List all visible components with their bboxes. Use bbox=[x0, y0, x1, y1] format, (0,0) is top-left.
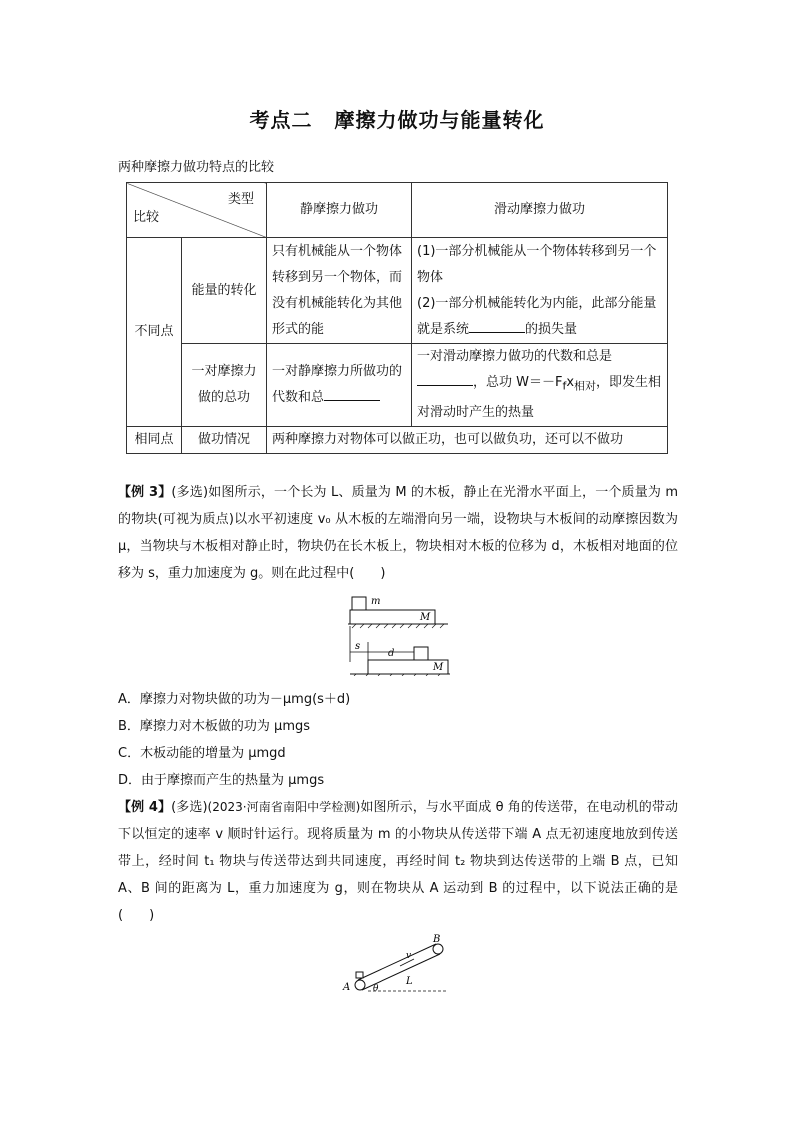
energy-sliding-cell bbox=[412, 238, 668, 344]
answer-blank[interactable] bbox=[417, 371, 473, 386]
answer-blank[interactable] bbox=[324, 386, 380, 401]
label-v: v bbox=[406, 951, 412, 961]
work-sliding-text2c: ，即发生相对滑动时产生的热量 bbox=[417, 375, 662, 420]
group-diff: 不同点 bbox=[127, 238, 182, 427]
example-4-tag: 【例 4】 bbox=[118, 800, 172, 815]
example-4-kind: (多选) bbox=[171, 800, 208, 815]
label-M-bottom: M bbox=[433, 662, 444, 673]
option-a[interactable]: A．摩擦力对物块做的功为－μmg(s＋d) bbox=[118, 692, 351, 707]
title-part2: 摩擦力做功与能量转化 bbox=[334, 108, 545, 132]
row-energy-label: 能量的转化 bbox=[182, 238, 267, 344]
comparison-table bbox=[126, 182, 668, 454]
example-4-source: (2023·河南省南阳中学检测) bbox=[207, 800, 361, 814]
option-b[interactable]: B．摩擦力对木板做的功为 μmgs bbox=[118, 719, 311, 734]
example-4-text: 如图所示，与水平面成 θ 角的传送带，在电动机的带动下以恒定的速率 v 顺时针运行。现将质量为 m 的小物块从传送带下端 A 点无初速度地放到传送带上，经时间 t₁ 物块与传送带达到共同速度，再经时间 t₂ 物块到达传送带的上端 B 点，已知 A、B 间的距离为 L，重力加速度为 g，则在物块从 A 运动到 B 的过程中，以下说法正确的是( ) bbox=[118, 800, 679, 923]
energy-sliding-line2 bbox=[417, 291, 662, 343]
work-static-cell bbox=[267, 344, 412, 427]
group-same: 相同点 bbox=[127, 426, 182, 453]
label-theta: θ bbox=[373, 984, 379, 994]
answer-blank[interactable] bbox=[469, 318, 525, 333]
conveyor-figure bbox=[340, 932, 450, 997]
corner-bottom-label: 比较 bbox=[133, 210, 160, 225]
energy-static-cell: 只有机械能从一个物体转移到另一个物体，而没有机械能转化为其他形式的能 bbox=[267, 238, 412, 344]
label-L: L bbox=[406, 976, 413, 987]
row-work-label: 一对摩擦力做的总功 bbox=[182, 344, 267, 427]
energy-sliding-2a: (2)一部分机械能转化为内能，此部分能量就是系统 bbox=[417, 295, 657, 337]
example-3-text: 如图所示，一个长为 L、质量为 M 的木板，静止在光滑水平面上，一个质量为 m 的物块(可视为质点)以水平初速度 v₀ 从木板的左端滑向另一端，设物块与木板间的动摩擦因数为 μ，当物块与木板相对静止时，物块仍在长木板上，物块相对木板的位移为 d，木板相对地面的位移为 s，重力加速度为 g。则在此过程中( ) bbox=[118, 485, 678, 581]
case-text-cell: 两种摩擦力对物体可以做正功，也可以做负功，还可以不做功 bbox=[267, 426, 668, 453]
energy-sliding-line1: (1)一部分机械能从一个物体转移到另一个物体 bbox=[417, 243, 657, 285]
option-d[interactable]: D．由于摩擦而产生的热量为 μmgs bbox=[118, 773, 325, 788]
label-A: A bbox=[343, 982, 351, 993]
row-case-label: 做功情况 bbox=[182, 426, 267, 453]
board-block-figure bbox=[338, 590, 458, 676]
page-title bbox=[0, 104, 794, 133]
option-c[interactable]: C．木板动能的增量为 μmgd bbox=[118, 746, 286, 761]
example-4 bbox=[118, 794, 678, 929]
corner-top-label: 类型 bbox=[227, 192, 254, 207]
work-sliding-cell bbox=[412, 344, 668, 427]
work-sliding-sub2: 相对 bbox=[574, 379, 597, 393]
work-sliding-text1: 一对滑动摩擦力做功的代数和总是 bbox=[417, 349, 613, 364]
work-sliding-text2a: ，总功 W＝－F bbox=[473, 375, 563, 390]
label-d: d bbox=[388, 648, 395, 659]
work-static-text: 一对静摩擦力所做功的代数和总 bbox=[272, 363, 403, 405]
energy-sliding-2b: 的损失量 bbox=[525, 321, 578, 337]
label-s: s bbox=[355, 641, 361, 652]
label-M-top: M bbox=[420, 612, 431, 623]
table-caption: 两种摩擦力做功特点的比较 bbox=[118, 160, 275, 175]
work-sliding-text2b: x bbox=[566, 375, 575, 390]
example-3 bbox=[118, 479, 678, 587]
example-3-tag: 【例 3】 bbox=[118, 485, 172, 500]
example-3-kind: (多选) bbox=[171, 485, 209, 500]
work-sliding-sub: f bbox=[562, 379, 567, 393]
title-part1: 考点二 bbox=[249, 108, 313, 132]
header-sliding: 滑动摩擦力做功 bbox=[412, 183, 668, 238]
label-m: m bbox=[371, 596, 381, 607]
header-static: 静摩擦力做功 bbox=[267, 183, 412, 238]
label-B: B bbox=[433, 934, 441, 945]
table-corner-cell bbox=[127, 183, 267, 238]
